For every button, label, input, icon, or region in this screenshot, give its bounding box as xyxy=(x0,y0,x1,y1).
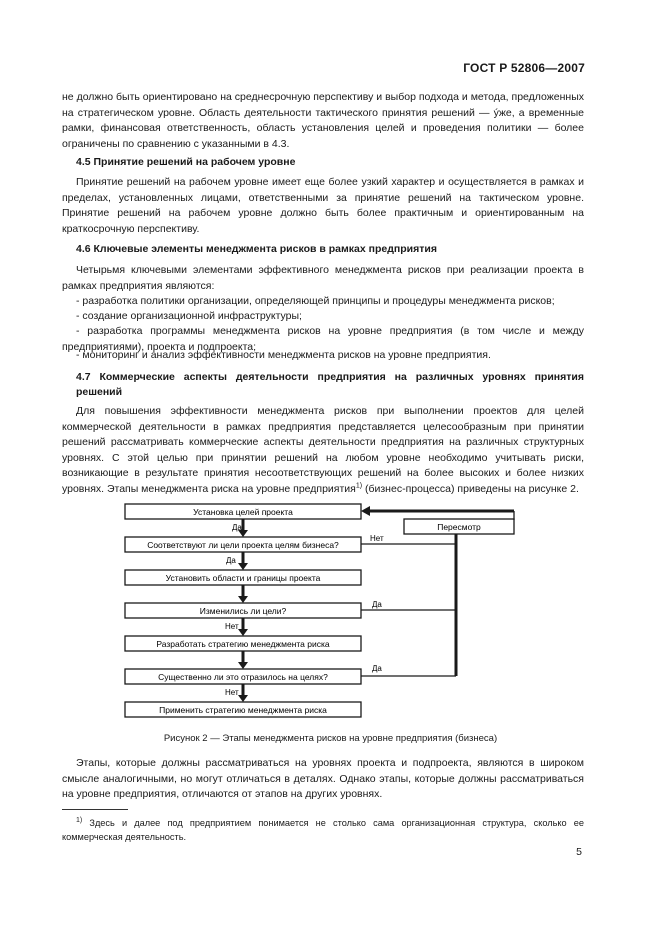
paragraph-continued: не должно быть ориентировано на среднесрочную перспективу и выбор подхода и метода, предложенных на стратегическом уровне. Область деятельности тактического принятия решений — ýже, а временные рамки, финансовая ответственность, область установления целей и проведения политики — более ограничены по сравнению с указанными в 4.3. xyxy=(62,91,584,150)
paragraph-4-5: Принятие решений на рабочем уровне имеет еще более узкий характер и осуществляется в рамках и пределах, установленных лицами, ответственными за принятие решений на тактическом уровне. Принятие решений на рабочем уровне должно быть более практичным и ориентированным на краткосрочную перспективу. xyxy=(62,176,584,235)
flow-box xyxy=(125,570,361,585)
footnote-mark: 1) xyxy=(76,816,83,824)
footnote-separator xyxy=(62,809,128,810)
document-header: ГОСТ Р 52806—2007 xyxy=(463,61,585,75)
flow-box xyxy=(125,504,361,519)
label-no: Нет xyxy=(225,622,239,631)
footnote-ref: 1) xyxy=(355,482,363,489)
flow-box xyxy=(125,537,361,552)
flow-box-label: Применить стратегию менеджмента риска xyxy=(159,705,327,715)
list-item: - создание организационной инфраструктуры; xyxy=(76,310,302,322)
list-item: - разработка программы менеджмента рисков на уровне предприятия (в том числе и между предприятиями), проекта и подпроекта; xyxy=(62,325,584,353)
review-box-label: Пересмотр xyxy=(437,522,481,532)
paragraph-4-6-intro: Четырьмя ключевыми элементами эффективного менеджмента рисков при реализации проекта в рамках предприятия являются: xyxy=(62,264,584,292)
flow-box-label: Существенно ли это отразилось на целях? xyxy=(158,672,328,682)
review-box xyxy=(404,519,514,534)
flow-box xyxy=(125,636,361,651)
label-yes: Да xyxy=(232,523,242,532)
flow-box xyxy=(125,669,361,684)
paragraph-4-7-text: Для повышения эффективности менеджмента рисков при выполнении проектов для целей коммерческой деятельности в рамках предприятия представляется целесообразным при принятии решений рассматривать коммерческие аспекты деятельности предприятия на различных структурных уровнях. С этой целью при принятии решений на любом уровне необходимо учитывать риски, возникающие в результате принятия несоответствующих решений на более высоких и более низких уровнях. Этапы менеджмента риска на уровне предприятия xyxy=(62,405,584,495)
heading-4-5: 4.5 Принятие решений на рабочем уровне xyxy=(76,156,296,168)
heading-4-6: 4.6 Ключевые элементы менеджмента рисков в рамках предприятия xyxy=(76,243,437,255)
page-number: 5 xyxy=(576,846,582,858)
label-no: Нет xyxy=(225,688,239,697)
label-yes: Да xyxy=(372,600,382,609)
heading-4-7: 4.7 Коммерческие аспекты деятельности предприятия на различных уровнях принятия решений xyxy=(76,371,584,398)
footnote xyxy=(62,816,584,844)
flow-box-label: Соответствуют ли цели проекта целям бизнеса? xyxy=(147,540,339,550)
figure-caption: Рисунок 2 — Этапы менеджмента рисков на уровне предприятия (бизнеса) xyxy=(163,733,498,744)
flow-box xyxy=(125,702,361,717)
flow-box xyxy=(125,603,361,618)
list-item: - разработка политики организации, определяющей принципы и процедуры менеджмента рисков; xyxy=(76,295,555,307)
flow-box-label: Установка целей проекта xyxy=(193,507,293,517)
paragraph-after-figure: Этапы, которые должны рассматриваться на уровнях проекта и подпроекта, являются в широком смысле аналогичными, но могут отличаться в деталях. Однако этапы, которые должны рассматриваться на уровне предприятия, отличаются от этапов на других уровнях. xyxy=(62,757,584,800)
footnote-text: Здесь и далее под предприятием понимается не столько сама организационная структура, сколько ее коммерческая деятельность. xyxy=(62,818,584,842)
flow-box-label: Разработать стратегию менеджмента риска xyxy=(156,639,330,649)
flow-box-label: Установить области и границы проекта xyxy=(165,573,321,583)
label-yes: Да xyxy=(226,556,236,565)
label-yes: Да xyxy=(372,664,382,673)
label-no: Нет xyxy=(370,534,384,543)
flow-box-label: Изменились ли цели? xyxy=(199,606,287,616)
list-item: - мониторинг и анализ эффективности менеджмента рисков на уровне предприятия. xyxy=(76,349,491,361)
paragraph-4-7-end: (бизнес-процесса) приведены на рисунке 2. xyxy=(362,482,579,495)
